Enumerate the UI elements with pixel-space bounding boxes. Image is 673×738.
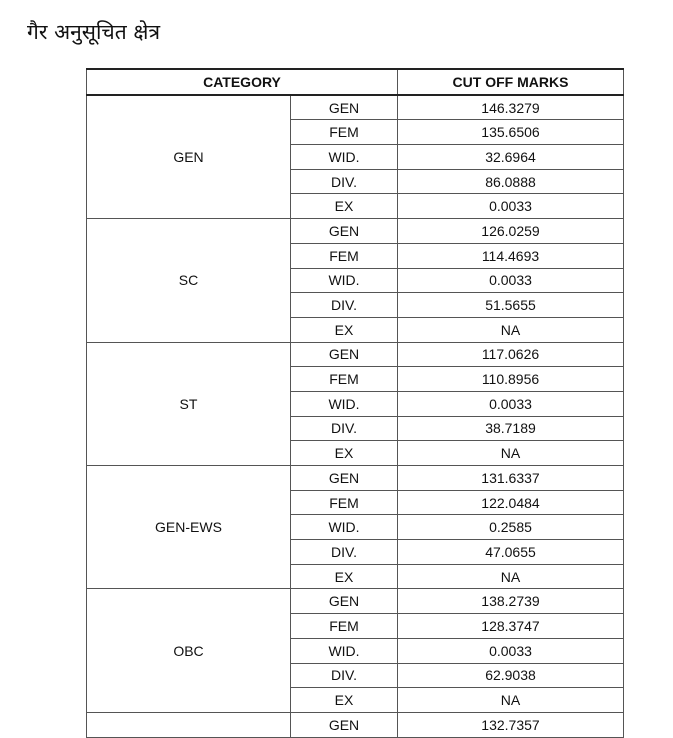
cut-off-marks-cell: 122.0484 — [398, 490, 624, 515]
cut-off-marks-cell: 128.3747 — [398, 614, 624, 639]
subcategory-cell: WID. — [291, 638, 398, 663]
subcategory-cell: GEN — [291, 589, 398, 614]
cut-off-marks-cell: 47.0655 — [398, 540, 624, 565]
cut-off-marks-cell: 126.0259 — [398, 219, 624, 244]
subcategory-cell: FEM — [291, 120, 398, 145]
cut-off-marks-cell: 110.8956 — [398, 367, 624, 392]
subcategory-cell: GEN — [291, 342, 398, 367]
category-group — [87, 712, 624, 737]
table-row — [87, 342, 624, 367]
header-cut-off-marks: CUT OFF MARKS — [398, 69, 624, 95]
cut-off-marks-cell: 0.0033 — [398, 391, 624, 416]
subcategory-cell: GEN — [291, 95, 398, 120]
cut-off-marks-cell: NA — [398, 317, 624, 342]
cut-off-marks-cell: 86.0888 — [398, 169, 624, 194]
cut-off-marks-cell: 0.0033 — [398, 268, 624, 293]
subcategory-cell: DIV. — [291, 169, 398, 194]
subcategory-cell: WID. — [291, 145, 398, 170]
category-group — [87, 466, 624, 589]
cut-off-marks-cell: 117.0626 — [398, 342, 624, 367]
cut-off-marks-cell: 51.5655 — [398, 293, 624, 318]
category-group — [87, 219, 624, 342]
category-group — [87, 342, 624, 465]
cut-off-marks-cell: 0.2585 — [398, 515, 624, 540]
cut-off-marks-cell: 131.6337 — [398, 466, 624, 491]
subcategory-cell: EX — [291, 317, 398, 342]
subcategory-cell: FEM — [291, 243, 398, 268]
cut-off-table — [86, 68, 624, 738]
subcategory-cell: GEN — [291, 466, 398, 491]
subcategory-cell: FEM — [291, 367, 398, 392]
subcategory-cell: GEN — [291, 219, 398, 244]
subcategory-cell: WID. — [291, 268, 398, 293]
category-cell: GEN — [87, 95, 291, 219]
subcategory-cell: FEM — [291, 614, 398, 639]
cut-off-marks-cell: 146.3279 — [398, 95, 624, 120]
subcategory-cell: DIV. — [291, 663, 398, 688]
category-cell: GEN-EWS — [87, 466, 291, 589]
category-cell: OBC — [87, 589, 291, 712]
cut-off-marks-cell: 132.7357 — [398, 712, 624, 737]
subcategory-cell: WID. — [291, 515, 398, 540]
subcategory-cell: EX — [291, 688, 398, 713]
subcategory-cell: GEN — [291, 712, 398, 737]
cut-off-marks-cell: NA — [398, 688, 624, 713]
cut-off-marks-cell: 32.6964 — [398, 145, 624, 170]
cut-off-marks-cell: 0.0033 — [398, 638, 624, 663]
subcategory-cell: DIV. — [291, 540, 398, 565]
cut-off-marks-cell: 138.2739 — [398, 589, 624, 614]
subcategory-cell: EX — [291, 441, 398, 466]
cut-off-marks-cell: 62.9038 — [398, 663, 624, 688]
category-group — [87, 589, 624, 712]
table-row — [87, 466, 624, 491]
cut-off-marks-cell: 0.0033 — [398, 194, 624, 219]
table-row — [87, 219, 624, 244]
table-header-row — [87, 69, 624, 95]
table-row — [87, 589, 624, 614]
table-row — [87, 95, 624, 120]
subcategory-cell: DIV. — [291, 293, 398, 318]
subcategory-cell: WID. — [291, 391, 398, 416]
category-cell: ST — [87, 342, 291, 465]
cut-off-marks-cell: NA — [398, 441, 624, 466]
cut-off-marks-cell: 135.6506 — [398, 120, 624, 145]
subcategory-cell: FEM — [291, 490, 398, 515]
header-category: CATEGORY — [87, 69, 398, 95]
cut-off-marks-cell: 114.4693 — [398, 243, 624, 268]
category-cell — [87, 712, 291, 737]
category-group — [87, 95, 624, 219]
cut-off-marks-cell: NA — [398, 564, 624, 589]
subcategory-cell: DIV. — [291, 416, 398, 441]
cut-off-marks-cell: 38.7189 — [398, 416, 624, 441]
category-cell: SC — [87, 219, 291, 342]
subcategory-cell: EX — [291, 194, 398, 219]
subcategory-cell: EX — [291, 564, 398, 589]
document-heading: गैर अनुसूचित क्षेत्र — [27, 20, 161, 44]
table-row — [87, 712, 624, 737]
